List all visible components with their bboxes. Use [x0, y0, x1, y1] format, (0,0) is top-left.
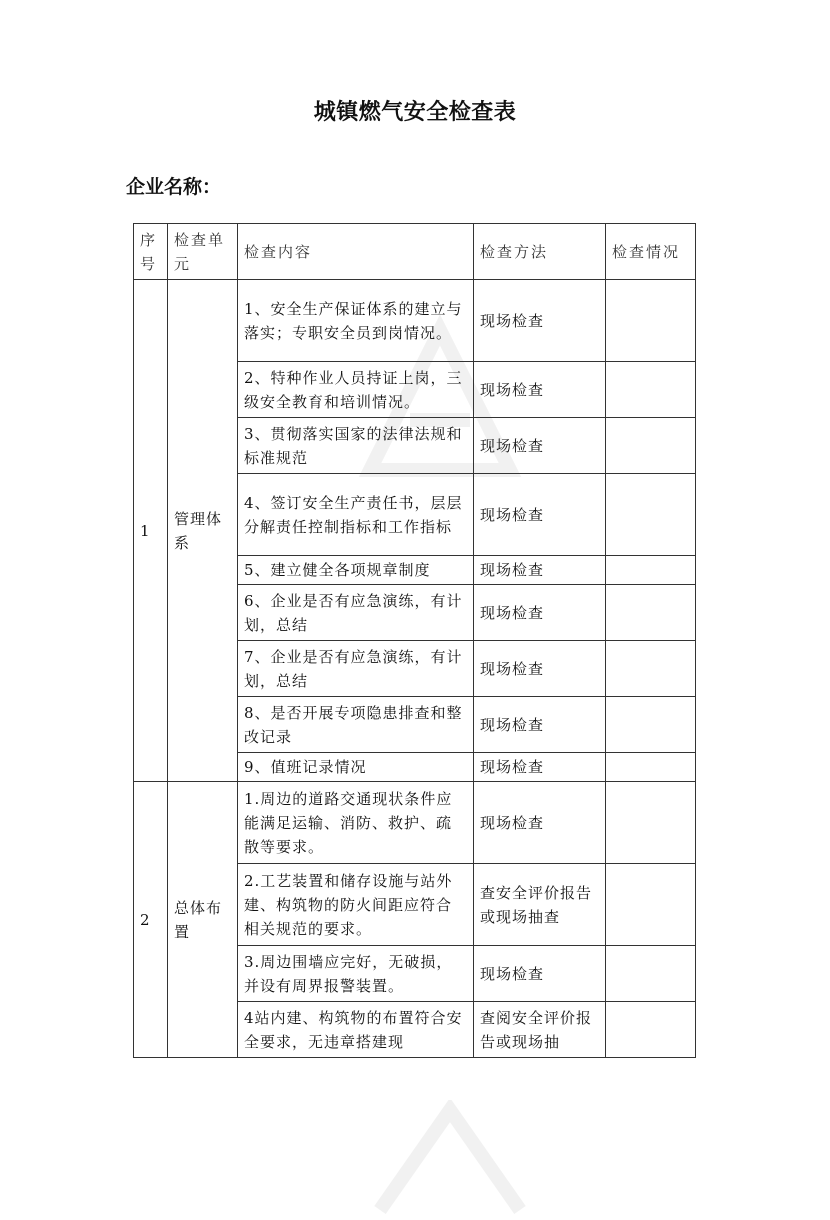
header-method: 检查方法 [474, 224, 606, 280]
check-content: 2、特种作业人员持证上岗，三级安全教育和培训情况。 [238, 362, 474, 418]
check-result-cell[interactable] [606, 280, 696, 362]
check-content: 3.周边围墙应完好，无破损，并设有周界报警装置。 [238, 946, 474, 1002]
group-number: 2 [134, 782, 168, 1058]
check-method: 现场检查 [474, 641, 606, 697]
check-method: 现场检查 [474, 753, 606, 782]
check-result-cell[interactable] [606, 697, 696, 753]
check-result-cell[interactable] [606, 585, 696, 641]
table-body [134, 280, 696, 1058]
check-result-cell[interactable] [606, 556, 696, 585]
header-no: 序号 [134, 224, 168, 280]
check-method: 现场检查 [474, 697, 606, 753]
group-number: 1 [134, 280, 168, 782]
check-content: 1.周边的道路交通现状条件应能满足运输、消防、救护、疏散等要求。 [238, 782, 474, 864]
company-name-label: 企业名称： [126, 176, 222, 198]
check-content: 4、签订安全生产责任书，层层分解责任控制指标和工作指标 [238, 474, 474, 556]
check-method: 现场检查 [474, 280, 606, 362]
document-title: 城镇燃气安全检查表 [313, 100, 517, 125]
check-result-cell[interactable] [606, 782, 696, 864]
check-result-cell[interactable] [606, 864, 696, 946]
watermark-logo-bottom [340, 1100, 560, 1220]
check-content: 8、是否开展专项隐患排查和整改记录 [238, 697, 474, 753]
check-result-cell[interactable] [606, 946, 696, 1002]
check-content: 6、企业是否有应急演练，有计划，总结 [238, 585, 474, 641]
check-method: 现场检查 [474, 585, 606, 641]
check-result-cell[interactable] [606, 1002, 696, 1058]
check-content: 3、贯彻落实国家的法律法规和标准规范 [238, 418, 474, 474]
check-method: 现场检查 [474, 782, 606, 864]
group-unit: 管理体系 [168, 280, 238, 782]
check-method: 现场检查 [474, 556, 606, 585]
header-content: 检查内容 [238, 224, 474, 280]
check-method: 查安全评价报告或现场抽查 [474, 864, 606, 946]
check-content: 9、值班记录情况 [238, 753, 474, 782]
check-content: 7、企业是否有应急演练，有计划，总结 [238, 641, 474, 697]
check-content: 1、安全生产保证体系的建立与落实；专职安全员到岗情况。 [238, 280, 474, 362]
check-content: 2.工艺装置和储存设施与站外建、构筑物的防火间距应符合相关规范的要求。 [238, 864, 474, 946]
check-result-cell[interactable] [606, 362, 696, 418]
check-content: 4站内建、构筑物的布置符合安全要求，无违章搭建现 [238, 1002, 474, 1058]
table-row [134, 280, 696, 362]
check-method: 查阅安全评价报告或现场抽 [474, 1002, 606, 1058]
check-method: 现场检查 [474, 474, 606, 556]
header-result: 检查情况 [606, 224, 696, 280]
check-result-cell[interactable] [606, 753, 696, 782]
check-content: 5、建立健全各项规章制度 [238, 556, 474, 585]
header-unit: 检查单元 [168, 224, 238, 280]
table-header-row [134, 224, 696, 280]
inspection-table [133, 223, 696, 1058]
check-method: 现场检查 [474, 362, 606, 418]
check-method: 现场检查 [474, 418, 606, 474]
table-row [134, 782, 696, 864]
check-method: 现场检查 [474, 946, 606, 1002]
check-result-cell[interactable] [606, 641, 696, 697]
check-result-cell[interactable] [606, 418, 696, 474]
group-unit: 总体布置 [168, 782, 238, 1058]
check-result-cell[interactable] [606, 474, 696, 556]
